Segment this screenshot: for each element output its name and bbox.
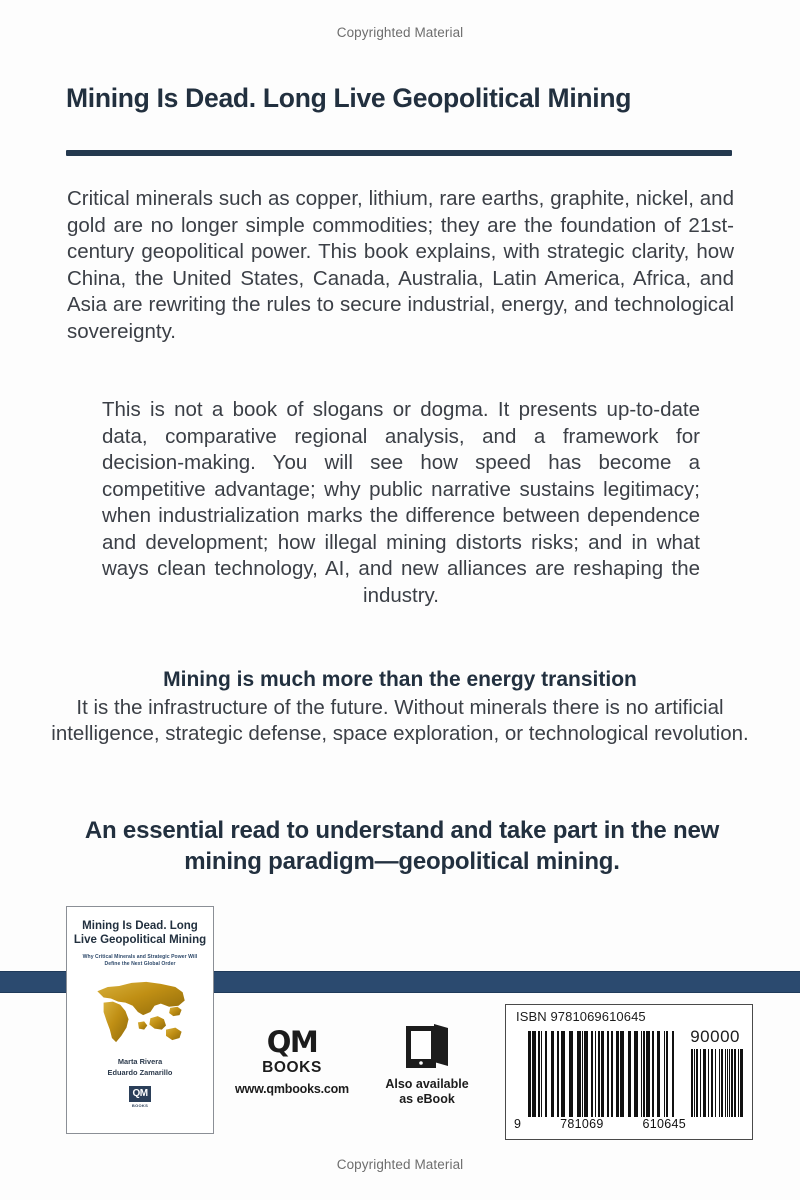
thumbnail-title: Mining Is Dead. Long Live Geopolitical Mining: [73, 920, 207, 947]
mid-section-heading: Mining is much more than the energy transition: [163, 668, 637, 691]
book-cover-thumbnail: [66, 906, 214, 1134]
barcode-bars-main: [528, 1031, 678, 1117]
thumbnail-publisher-mark: QM: [129, 1086, 151, 1102]
copyright-watermark-bottom: Copyrighted Material: [336, 1157, 464, 1172]
world-map-icon: [88, 975, 192, 1049]
barcode-digit-group-2: 610645: [642, 1117, 686, 1131]
publisher-name: BOOKS: [262, 1059, 322, 1076]
barcode-digit-group-1: 781069: [560, 1117, 604, 1131]
call-to-action-text: An essential read to understand and take part in the new mining paradigm—geopolitical mining.: [84, 817, 720, 875]
title-divider-rule: [66, 150, 732, 156]
ebook-availability-block: [372, 1022, 482, 1108]
publisher-mark: QM: [266, 1025, 318, 1059]
ebook-label-line-1: Also available: [385, 1077, 469, 1091]
publisher-logo-block: [232, 1025, 352, 1077]
mid-section-body: It is the infrastructure of the future. Without minerals there is no artificial intelligence, strategic defense, space exploration, or technological revolution.: [51, 696, 749, 745]
copyright-watermark-top: Copyrighted Material: [336, 25, 464, 40]
ebook-label-line-2: as eBook: [399, 1092, 455, 1107]
isbn-barcode: [505, 1004, 753, 1140]
barcode-digit-first: 9: [514, 1117, 522, 1131]
barcode-addon-value: 90000: [690, 1027, 740, 1046]
description-paragraph-2: This is not a book of slogans or dogma. It presents up-to-date data, comparative regional analysis, and a framework for decision-making. You will see how speed has become a competitive advantage; why public narrative sustains legitimacy; when industrialization marks the difference between dependence and development; how illegal mining distorts risks; and in what ways clean technology, AI, and new alliances are reshaping the industry.: [102, 398, 700, 607]
isbn-label: ISBN 9781069610645: [516, 1009, 646, 1024]
thumbnail-subtitle: Why Critical Minerals and Strategic Power Will Define the Next Global Order: [82, 954, 198, 968]
thumbnail-publisher-name: BOOKS: [131, 1103, 149, 1108]
publisher-website[interactable]: www.qmbooks.com: [235, 1082, 349, 1096]
thumbnail-author-1: Marta Rivera: [117, 1056, 163, 1066]
barcode-bars-addon: [691, 1049, 743, 1117]
page-title: Mining Is Dead. Long Live Geopolitical Mining: [66, 83, 632, 113]
barcode-digits: [514, 1117, 686, 1131]
ereader-icon: [404, 1022, 450, 1072]
thumbnail-author-2: Eduardo Zamarillo: [107, 1067, 173, 1077]
description-paragraph-1: Critical minerals such as copper, lithium, rare earths, graphite, nickel, and gold are no longer simple commodities; they are the foundation of 21st-century geopolitical power. This book explains, with strategic clarity, how China, the United States, Canada, Australia, Latin America, Africa, and Asia are rewriting the rules to secure industrial, energy, and technological sovereignty.: [67, 187, 734, 343]
